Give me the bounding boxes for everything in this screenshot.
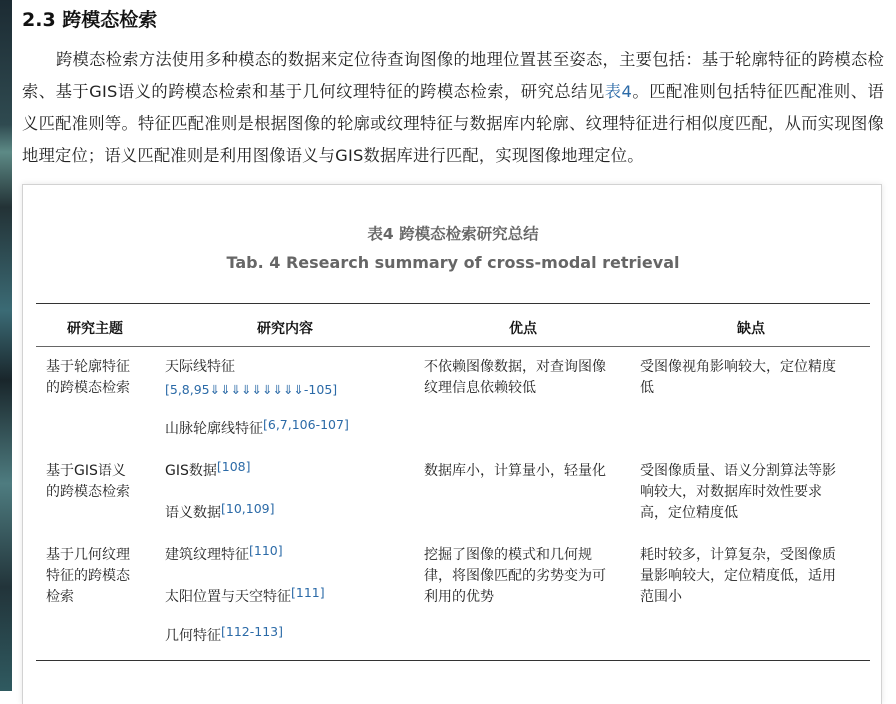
background-strip [0,0,12,691]
row-1-pros: 不依赖图像数据，对查询图像 纹理信息依赖较低 [424,359,606,396]
header-content: 研究内容 [257,321,313,337]
table-header-rule [36,346,870,347]
table-caption-cn: 表4 跨模态检索研究总结 [367,225,539,243]
citation-link[interactable]: [108] [216,459,251,474]
row-2-topic: 基于GIS语义 的跨模态检索 [46,463,130,500]
table-4 [22,184,882,704]
citation-link[interactable]: [10,109] [221,501,275,516]
table-caption-en: Tab. 4 Research summary of cross-modal retrieval [226,253,680,272]
table-top-rule [36,303,870,304]
row-3-content-3: 几何特征[112-113] [165,624,283,644]
table-4-link[interactable]: 表4 [604,82,633,101]
header-pros: 优点 [509,321,537,337]
citation-link[interactable]: [6,7,106-107] [263,417,349,432]
row-1-content-1: 天际线特征 [5,8,95⇓⇓⇓⇓⇓⇓⇓⇓⇓-105] [165,359,338,397]
row-2-pros: 数据库小，计算量小，轻量化 [424,463,606,479]
row-2-cons: 受图像质量、语义分割算法等影 响较大，对数据库时效性要求 高，定位精度低 [640,463,836,521]
intro-text-2: 。匹配准则包括特征匹配准则、语义匹配准则等。特征匹配准则是根据图像的轮廓或纹理特征与数据库内轮廓、纹理特征进行相似度匹配，从而实现图像地理定位；语义匹配准则是利用图像语义与GIS数据库进行匹配，实现图像地理定位。 [22,82,884,165]
header-cons: 缺点 [737,321,765,337]
row-3-topic: 基于几何纹理 特征的跨模态 检索 [46,547,130,605]
table-bottom-rule [36,660,870,661]
row-3-content-1: 建筑纹理特征[110] [165,543,283,563]
intro-text-1: 跨模态检索方法使用多种模态的数据来定位待查询图像的地理位置甚至姿态，主要包括：基于轮廓特征的跨模态检索、基于GIS语义的跨模态检索和基于几何纹理特征的跨模态检索，研究总结见 [22,50,884,101]
row-2-content-1: GIS数据[108] [165,459,251,479]
article-body [22,0,884,691]
intro-paragraph [22,44,884,172]
row-3-content-2: 太阳位置与天空特征[111] [165,585,325,605]
row-1-content-2: 山脉轮廓线特征[6,7,106-107] [165,417,349,437]
citation-link[interactable]: [5,8,95⇓⇓⇓⇓⇓⇓⇓⇓⇓-105] [165,382,338,397]
citation-link[interactable]: [112-113] [221,624,283,639]
row-3-pros: 挖掘了图像的模式和几何规 律，将图像匹配的劣势变为可 利用的优势 [424,547,606,605]
row-3-cons: 耗时较多，计算复杂，受图像质 量影响较大，定位精度低，适用 范围小 [640,547,836,605]
header-topic: 研究主题 [67,321,123,337]
citation-link[interactable]: [110] [249,543,283,558]
section-heading: 2.3 跨模态检索 [22,9,158,31]
row-1-cons: 受图像视角影响较大，定位精度 低 [640,359,836,396]
citation-link[interactable]: [111] [291,585,325,600]
row-2-content-2: 语义数据[10,109] [165,501,275,521]
row-1-topic: 基于轮廓特征 的跨模态检索 [46,359,130,396]
